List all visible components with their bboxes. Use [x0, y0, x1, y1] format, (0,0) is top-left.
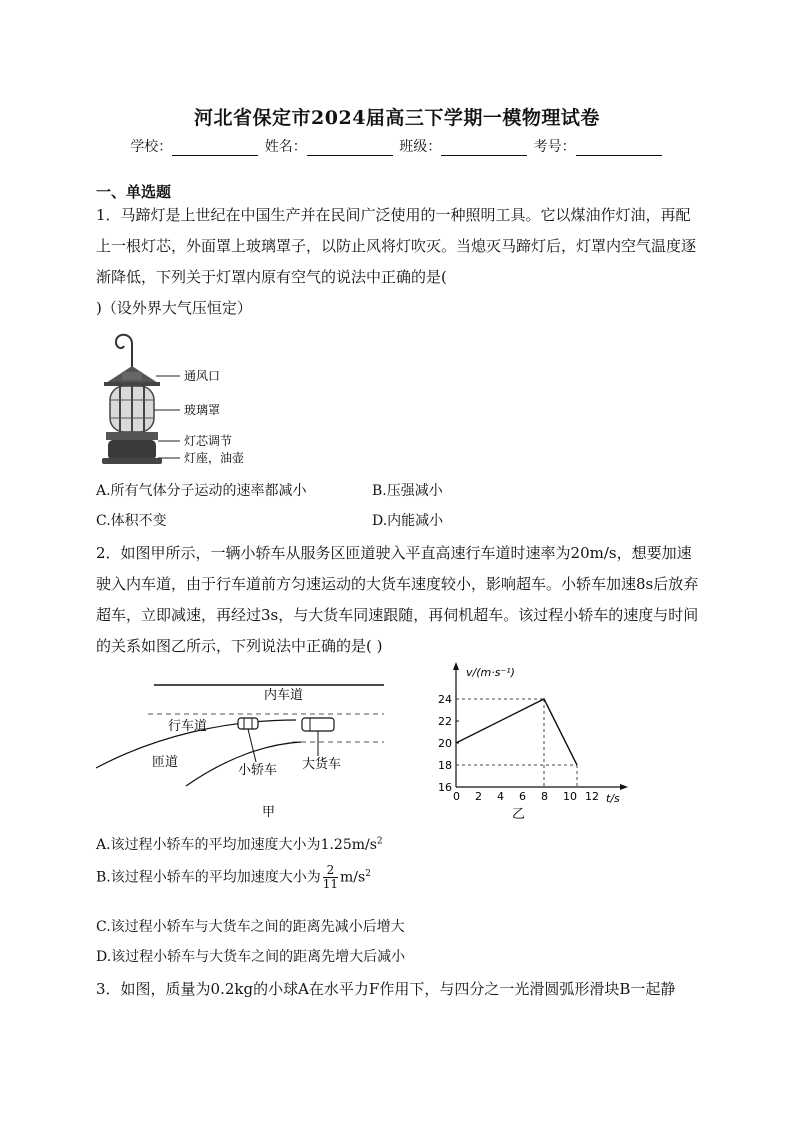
question-1-stem: 1．马蹄灯是上世纪在中国生产并在民间广泛使用的一种照明工具。它以煤油作灯油，再配上一根灯芯，外面罩上玻璃罩子，以防止风将灯吹灭。当熄灭马蹄灯后，灯罩内空气温度逐渐降低，下列关于灯罩内原有空气的说法中正确的是(	[96, 206, 697, 286]
y-tick-label: 16	[438, 781, 452, 794]
q2-option-b-unit: m/s	[340, 869, 366, 886]
road-figure	[96, 676, 396, 826]
x-tick-label: 8	[541, 790, 548, 803]
class-blank	[441, 141, 527, 156]
y-tick-label: 24	[438, 693, 452, 706]
label-glass-shade: 玻璃罩	[184, 403, 221, 417]
fraction-numerator: 2	[323, 864, 338, 878]
label-inner-lane: 内车道	[264, 688, 304, 703]
fraction-denominator: 11	[322, 877, 339, 891]
label-vent: 通风口	[184, 369, 221, 383]
q2-option-b-fraction	[323, 864, 338, 891]
label-driving-lane: 行车道	[168, 719, 208, 734]
question-2-stem: 2．如图甲所示，一辆小轿车从服务区匝道驶入平直高速行车道时速率为20m/s，想要加速驶入内车道，由于行车道前方匀速运动的大货车速度较小，影响超车。小轿车加速8s后放弃超车，立即减速，再经过3s，与大货车同速跟随，再伺机超车。该过程小轿车的速度与时间的关系如图乙所示，下列说法中正确的是( )	[96, 544, 699, 655]
name-blank	[307, 141, 393, 156]
velocity-time-chart	[426, 658, 636, 823]
label-truck: 大货车	[302, 757, 342, 772]
q2-option-b-text: B.该过程小轿车的平均加速度大小为	[96, 869, 321, 886]
y-axis-arrow	[453, 662, 459, 670]
q2-option-a-value: 1.25m/s	[320, 837, 377, 853]
q2-option-b	[96, 864, 371, 891]
caption-figure-a: 甲	[262, 805, 276, 820]
caption-figure-b: 乙	[512, 807, 526, 822]
x-axis-arrow	[620, 784, 628, 790]
label-base-oil: 灯座，油壶	[184, 451, 245, 465]
name-label: 姓名：	[264, 139, 307, 155]
q2-option-a-exponent: 2	[376, 836, 383, 847]
exam-number-label: 考号：	[533, 139, 576, 155]
y-tick-label: 20	[438, 737, 452, 750]
class-label: 班级：	[399, 139, 442, 155]
label-ramp: 匝道	[152, 755, 179, 770]
q2-option-a	[96, 834, 383, 854]
x-axis-label: t/s	[606, 792, 620, 805]
y-tick-label: 22	[438, 715, 452, 728]
q1-option-b: B.压强减小	[372, 483, 443, 499]
q1-option-a: A.所有气体分子运动的速率都减小	[96, 483, 307, 499]
y-tick-label: 18	[438, 759, 452, 772]
q2-option-a-text: A.该过程小轿车的平均加速度大小为	[96, 837, 321, 853]
label-wick-adjust: 灯芯调节	[184, 434, 233, 448]
question-1-stem-tail: )（设外界大气压恒定）	[96, 299, 252, 317]
x-tick-label: 6	[519, 790, 526, 803]
q1-option-c: C.体积不变	[96, 513, 167, 529]
y-axis-label: v/(m·s⁻¹)	[466, 666, 515, 679]
x-tick-label: 4	[497, 790, 504, 803]
exam-number-blank	[576, 141, 662, 156]
student-info-line	[0, 136, 794, 156]
x-tick-label: 10	[563, 790, 577, 803]
page-title: 河北省保定市2024届高三下学期一模物理试卷	[194, 107, 600, 129]
x-tick-label: 12	[585, 790, 599, 803]
velocity-line	[456, 699, 577, 765]
q1-option-d: D.内能减小	[372, 513, 444, 529]
q2-option-c: C.该过程小轿车与大货车之间的距离先减小后增大	[96, 919, 405, 935]
school-label: 学校：	[130, 139, 173, 155]
section-heading: 一、单选题	[96, 183, 172, 201]
lantern-figure	[96, 328, 276, 470]
q2-option-d: D.该过程小轿车与大货车之间的距离先增大后减小	[96, 949, 406, 965]
x-tick-label: 0	[453, 790, 460, 803]
school-blank	[172, 141, 258, 156]
label-car: 小轿车	[238, 763, 278, 778]
question-3-stem: 3．如图，质量为0.2kg的小球A在水平力F作用下，与四分之一光滑圆弧形滑块B一起静	[96, 980, 676, 998]
q2-option-b-exponent: 2	[365, 868, 371, 879]
x-tick-label: 2	[475, 790, 482, 803]
